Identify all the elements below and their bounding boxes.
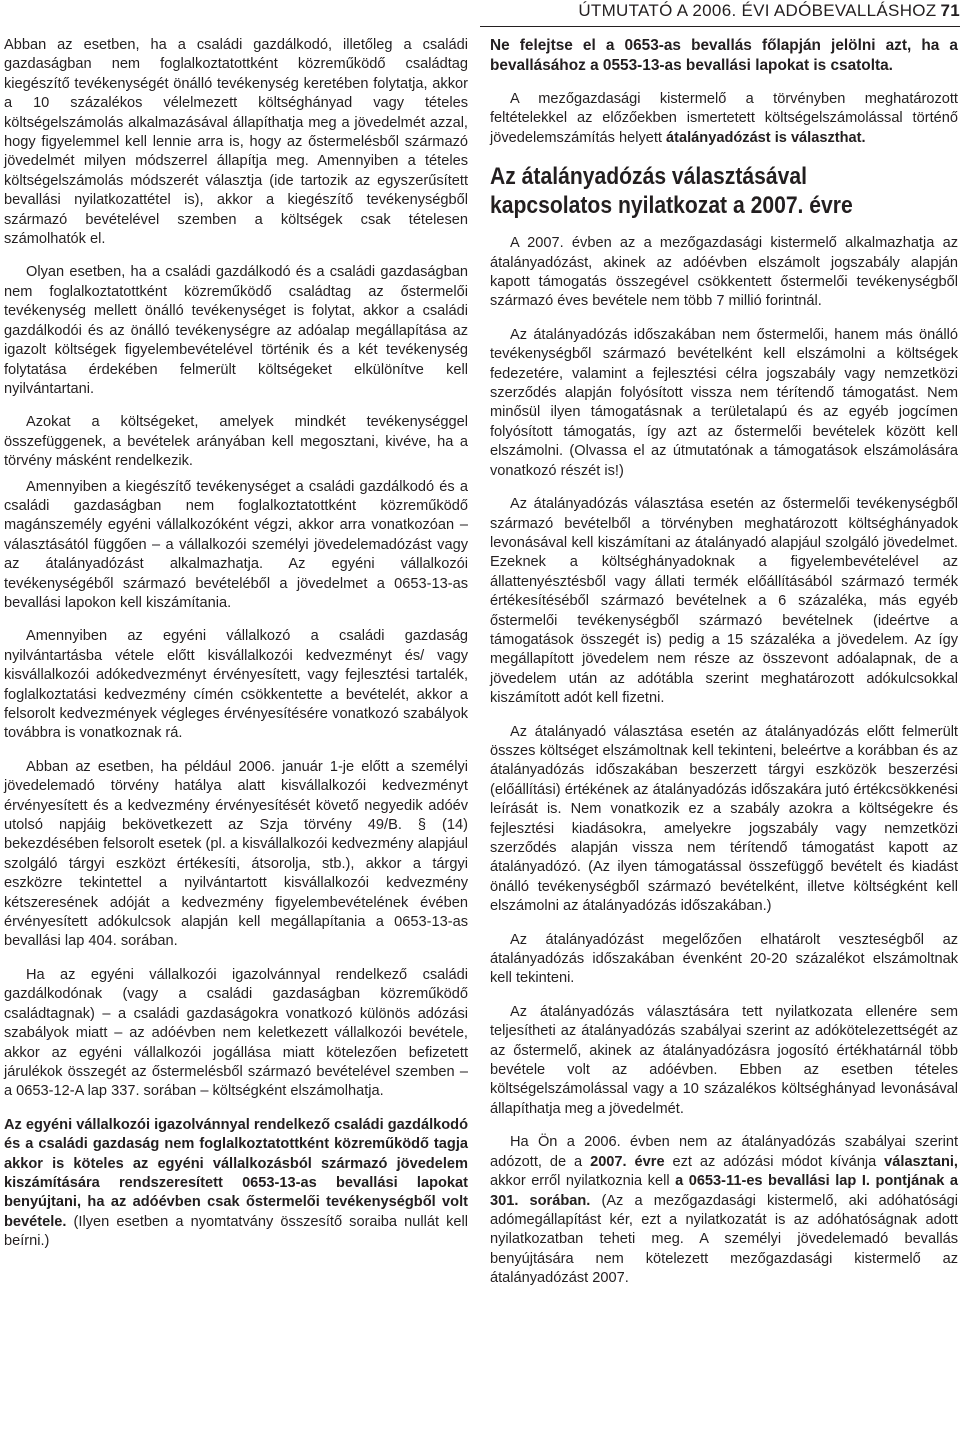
paragraph: Azokat a költségeket, amelyek mindkét tevékenységgel összefüggenek, a bevételek arányában kell megosztani, kivéve, ha a törvény másként rendelkezik. [4, 414, 468, 470]
paragraph: Amennyiben az egyéni vállalkozó a családi gazdaság nyilvántartásba vétele előtt kisvállalkozói kedvezményt és/ vagy kisvállalkozói adókedvezményt érvényesített, vagy fejlesztési tartalék, foglalkoztatási kedvezmény címén csökkentette a bevételét, akkor a felsorolt kedvezmények végleges érvényesítésére vonatkozó szabályok továbbra is vonatkoznak rá. [4, 628, 468, 742]
paragraph: Az átalányadó választása esetén az átalányadózás előtt felmerült összes költséget elszámoltnak kell tekinteni, beleértve a korábban és az átalányadózás időszakában beszerzett tárgyi eszközök beszerzési (előállítási) értékének az átalányadózás időszakára jutó értékcsökkenési leírását is. Nem vonatkozik ez a szabály azokra a költségekre és fejlesztési kiadásokra, amelyekre jogszabály vagy nemzetközi szerződés alapján vissza nem térítendő támogatást kapott az átalányadózó. (Az ilyen támogatással összefüggő bevételt és kiadást önálló tevékenységből származó bevételként, illetve költségként kell elszámolni az átalányadózás időszakában.) [490, 723, 958, 915]
bold-statement: Az egyéni vállalkozói igazolvánnyal rendelkező családi gazdálkodó és a családi gazdaság nem foglalkoztatottként közreműködő tagja akkor is köteles az egyéni vállalkozásból származó jövedelem kiszámítására rendszeresített 0653-13-as bevallási lapokat benyújtani, ha az adóévben csak őstermelői tevékenységből volt bevétele. [4, 1116, 468, 1230]
left-column [4, 36, 468, 1266]
paragraph: Az átalányadózást megelőzően elhatárolt veszteségből az átalányadózás időszakában évenként 20-20 százalékot elszámoltnak kell tekinteni. [490, 931, 958, 987]
paragraph: Abban az esetben, ha a családi gazdálkodó, illetőleg a családi gazdaságban nem foglalkoztatottként közreműködő családtag kiegészítő tevékenységét önálló tevékenység keretében folytatja, akkor a 10 százalékos vélelmezett költséghányad vagy tételes költségelszámolás alkalmazásával állapíthatja meg a jövedelmét azzal, hogy figyelemmel kell lennie arra is, hogy az őstermelésből származó jövedelmét milyen módszerrel állapítja meg. Amennyiben a tételes költségelszámolás módszerét választja (ide tartozik az egyszerűsített bevallási nyilatkozattétel is), akkor a kiegészítő tevékenységből származó bevételével szemben a költségek csak tételesen számolhatók el. [4, 37, 468, 248]
paragraph: A 2007. évben az a mezőgazdasági kistermelő alkalmazhatja az átalányadózást, akinek az adóévben elszámolt jogszabály alapján kapott támogatás összegével csökkentett őstermelői tevékenységből származó éves bevétele nem több 7 millió forintnál. [490, 235, 958, 310]
paragraph: Az átalányadózás időszakában nem őstermelői, hanem más önálló tevékenységből származó bevételként kell elszámolni a költségek fedezetére, valamint a fejlesztési célra jogszabály vagy nemzetközi szerződés alapján folyósított vissza nem térítendő támogatást. Nem minősül ilyen támogatásnak a területalapú és az egyéb jogcímen folyósított támogatás, így azt az őstermelői bevételek között kell elszámolni. (Olvassa el az útmutatónak a támogatások elszámolására vonatkozó részét is!) [490, 326, 958, 479]
paragraph-emphasis: Az egyéni vállalkozói igazolvánnyal rendelkező családi gazdálkodó és a családi gazdaság nem foglalkoztatottként közreműködő tagja akkor is köteles az egyéni vállalkozásból származó jövedelem kiszámítására rendszeresített 0653-13-as bevallási lapokat benyújtani, ha az adóévben csak őstermelői tevékenységből volt bevétele. (Ilyen esetben a nyomtatvány összesítő soraiba nullát kell beírni.) [4, 1116, 468, 1250]
paragraph: Az átalányadózás választása esetén az őstermelői tevékenységből származó bevételből a törvényben meghatározott költséghányadok levonásával kell kiszámítani az átalányadó alapjául szolgáló jövedelmet. Ezeknek a költséghányadoknak a figyelembevételével az állattenyésztésből vagy állati termék előállításából származó termék értékesítéséből származó bevételnek a 6 százaléka, más egyéb őstermelői tevékenységből származó bevételnek (ideértve a támogatások összegét is) pedig a 15 százaléka a jövedelem. Az így megállapított jövedelem nem része az összevont adóalapnak, de a jövedelem után az adótábla szerint meghatározott adókulcsokkal kiszámított adót kell fizetni. [490, 496, 958, 707]
paragraph: Ha az egyéni vállalkozói igazolvánnyal rendelkező családi gazdálkodónak (vagy a családi gazdaságban közreműködő családtagnak) – a családi gazdaságokra vonatkozó különös adózási szabályok miatt – az adóévben nem keletkezett vállalkozói bevétele, akkor az egyéni vállalkozói jogállása miatt kötelezően befizetett járulékok összegét az őstermelésből származó bevételével szemben – a 0653-12-A lap 337. sorában – költségként elszámolhatja. [4, 966, 468, 1100]
paragraph: Az átalányadózás választására tett nyilatkozata ellenére sem teljesítheti az átalányadózás szabályai szerint az adókötelezettségét az az őstermelő, akinek az átalányadózásra jogosító értékhatárnál több bevétele volt az adóévben. Ebben az esetben tételes költségelszámolással vagy a 10 százalékos költséghányad levonásával állapíthatja meg a jövedelmét. [490, 1003, 958, 1117]
callout-note: Ne felejtse el a 0653-as bevallás főlapján jelölni azt, ha a bevallásához a 0553-13-as bevallási lapokat is csatolta. [490, 37, 958, 74]
paragraph: Amennyiben a kiegészítő tevékenységet a családi gazdálkodó és a családi gazdaságban nem foglalkoztatottként közreműködő magánszemély egyéni vállalkozóként végzi, akkor arra vonatkozóan – választásától függően – a vállalkozói személyi jövedelemadózást vagy az átalányadózást alkalmazhatja. Az egyéni vállalkozói tevékenységéből származó bevételéből a jövedelmet a 0653-13-as bevallási lapokon kell kiszámítania. [4, 478, 468, 611]
paragraph: Ha Ön a 2006. évben nem az átalányadózás szabályai szerint adózott, de a 2007. évre ezt az adózási módot kívánja választani, akkor erről nyilatkoznia kell a 0653-11-es bevallási lap I. pontjának a 301. sorában. (Az a mezőgazdasági kistermelő, aki adóhatósági adómegállapítást kér, ezt a nyilatkozatát is az adóhatóságnak adott nyilatkozatban teheti meg. A személyi jövedelemadó bevallás benyújtására nem kötelezett mezőgazdasági kistermelő az átalányadózást 2007. [490, 1134, 958, 1287]
page-number: 71 [940, 1, 960, 20]
paragraph: A mezőgazdasági kistermelő a törvényben meghatározott feltételekkel az előzőekben ismertetett költségelszámolással történő jövedelemszámítás helyett átalányadózást is választhat. [490, 91, 958, 146]
running-header [480, 0, 960, 27]
paragraph: Abban az esetben, ha például 2006. január 1-je előtt a személyi jövedelemadó törvény hatálya alatt kisvállalkozói kedvezményt érvényesített és a kedvezmény érvényesítését követő negyedik adóév utolsó napjáig bekövetkezett az Szja törvény 49/B. § (14) bekezdésében felsorolt esetek (pl. a kisvállalkozói kedvezmény alapjául szolgáló tárgyi eszközt értékesíti, átsorolja, stb.), akkor a tárgyi eszközre tekintettel a nyilvántartott kisvállalkozói kedvezmény kétszeresének adóját a kedvezmény figyelembevételének évében érvényesített adókulcsok alapján kell megállapítania a 0653-13-as bevallási lap 404. sorában. [4, 758, 468, 950]
section-heading: Az átalányadózás választásával kapcsolatos nyilatkozat a 2007. évre [490, 163, 853, 220]
paragraph: Olyan esetben, ha a családi gazdálkodó és a családi gazdaságban nem foglalkoztatottként közreműködő családtag az őstermelői tevékenység mellett önálló tevékenységet is folytat, akkor a családi gazdálkodói és az önálló tevékenységre az adóalap megállapítása az igazolt költségek figyelembevételével történik és a két tevékenység folytatása érdekében felmerült költségeket elkülönítve kell nyilvántartani. [4, 264, 468, 397]
header-title: ÚTMUTATÓ A 2006. ÉVI ADÓBEVALLÁSHOZ [578, 1, 937, 20]
right-column [490, 36, 958, 1303]
